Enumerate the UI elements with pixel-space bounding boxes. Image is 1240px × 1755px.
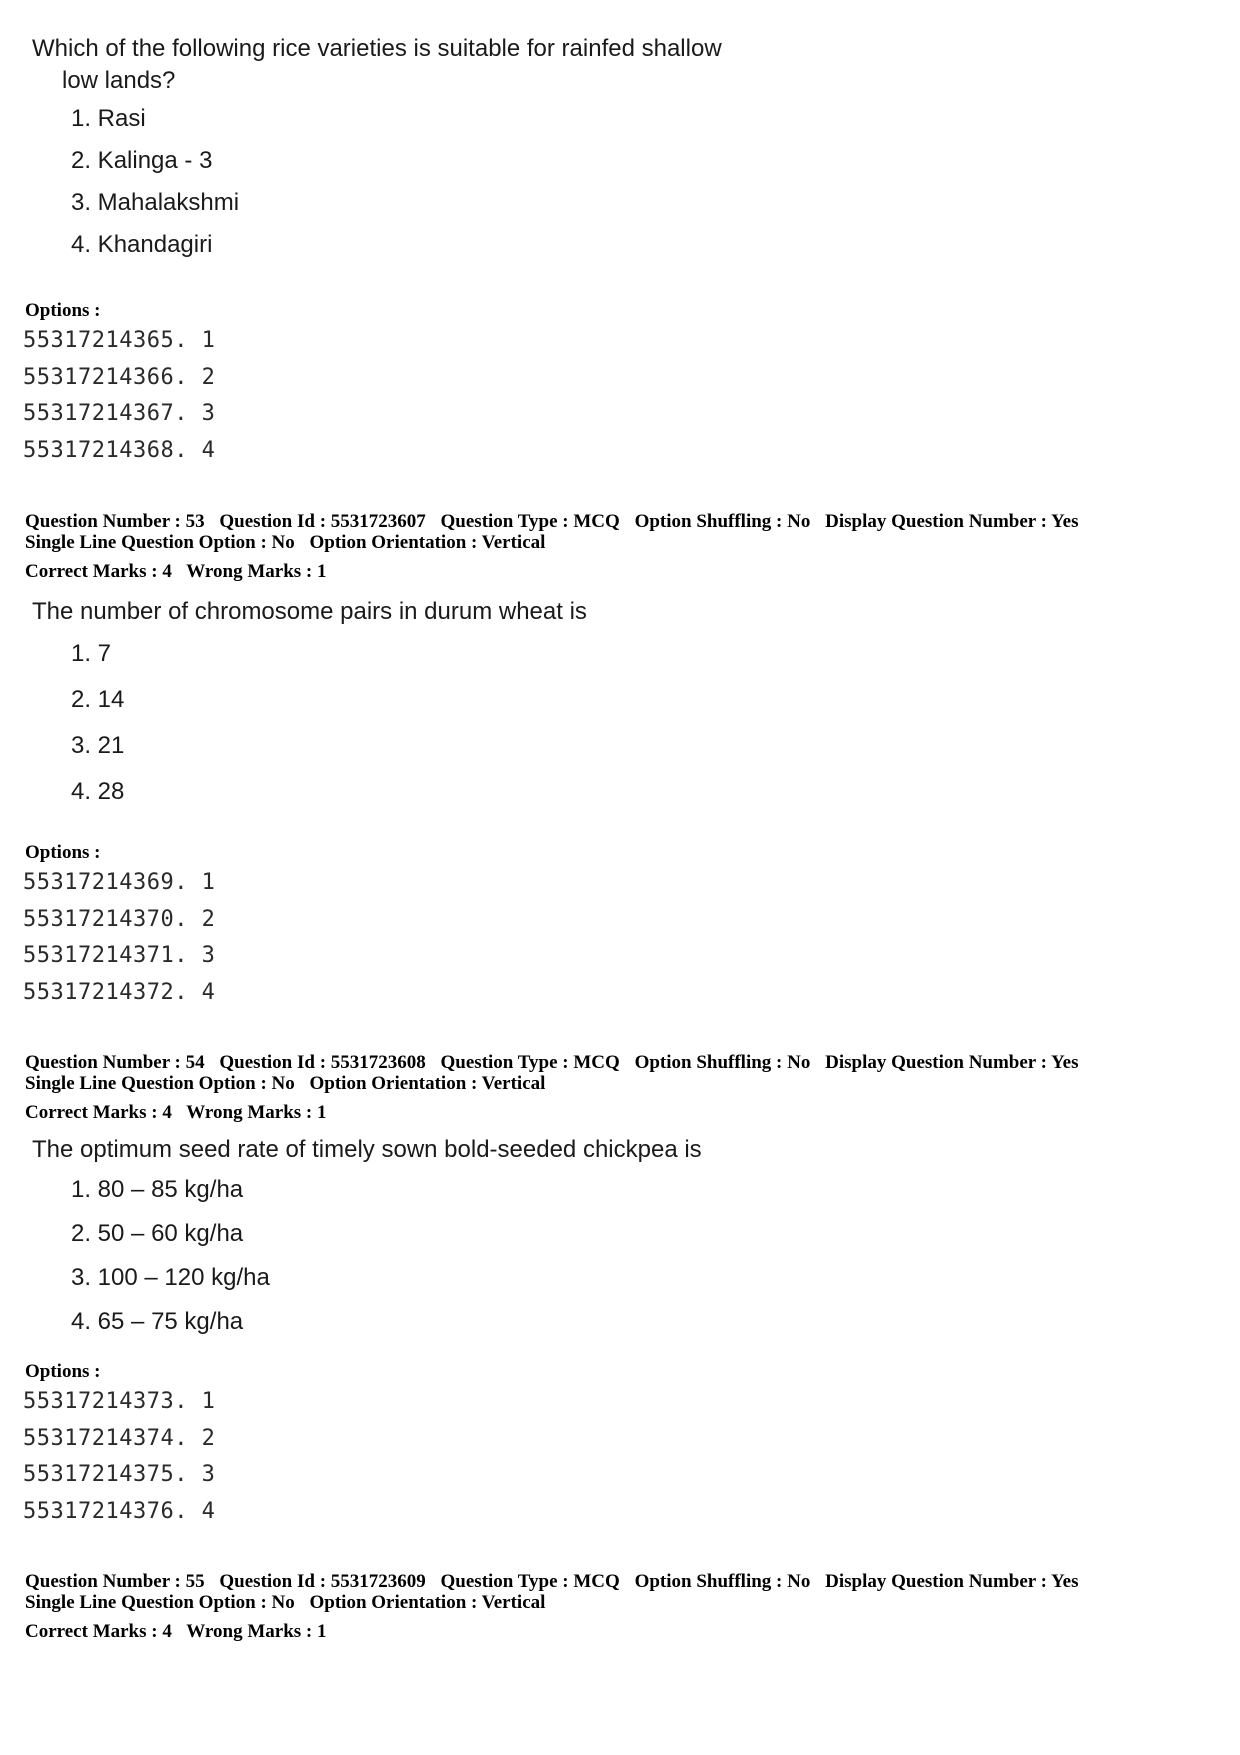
single-line-option: Single Line Question Option : No xyxy=(25,532,295,553)
options-list xyxy=(23,323,215,469)
question-choices xyxy=(32,105,722,259)
question-id: Question Id : 5531723609 xyxy=(219,1571,426,1592)
question-meta-line xyxy=(25,1073,545,1094)
choice-item: 4. 28 xyxy=(71,778,125,805)
choice-item: 1. Rasi xyxy=(71,105,146,132)
question-meta-line xyxy=(25,1571,1078,1592)
choice-item: 1. 80 – 85 kg/ha xyxy=(71,1176,244,1203)
option-item[interactable]: 55317214369. 1 xyxy=(23,870,216,895)
display-question-number: Display Question Number : Yes xyxy=(825,1052,1079,1073)
question-choices xyxy=(32,1176,702,1336)
option-item[interactable]: 55317214374. 2 xyxy=(23,1425,216,1451)
single-line-option: Single Line Question Option : No xyxy=(25,1073,295,1094)
option-item[interactable]: 55317214376. 4 xyxy=(23,1498,216,1524)
choice-item: 2. 50 – 60 kg/ha xyxy=(71,1220,244,1247)
wrong-marks: Wrong Marks : 1 xyxy=(186,561,327,582)
options-list xyxy=(23,1384,215,1530)
wrong-marks: Wrong Marks : 1 xyxy=(186,1621,327,1642)
question-type: Question Type : MCQ xyxy=(440,1571,620,1592)
marks-line xyxy=(25,1621,326,1642)
option-item[interactable]: 55317214370. 2 xyxy=(23,906,216,932)
options-label: Options : xyxy=(25,300,101,321)
single-line-option: Single Line Question Option : No xyxy=(25,1592,295,1613)
question-meta-line xyxy=(25,1592,545,1613)
choice-item: 2. 14 xyxy=(71,686,125,713)
question-type: Question Type : MCQ xyxy=(440,511,620,532)
option-item[interactable]: 55317214375. 3 xyxy=(23,1462,216,1488)
choice-item: 3. Mahalakshmi xyxy=(71,189,240,216)
question-number: Question Number : 53 xyxy=(25,511,205,532)
option-orientation: Option Orientation : Vertical xyxy=(309,532,546,553)
display-question-number: Display Question Number : Yes xyxy=(825,1571,1079,1592)
question-meta-line xyxy=(25,1052,1078,1073)
question-meta-line xyxy=(25,532,545,553)
option-item[interactable]: 55317214372. 4 xyxy=(23,979,216,1005)
question-54-image xyxy=(32,1134,702,1336)
option-orientation: Option Orientation : Vertical xyxy=(309,1073,546,1094)
choice-item: 2. Kalinga - 3 xyxy=(71,147,213,174)
wrong-marks: Wrong Marks : 1 xyxy=(186,1102,327,1123)
option-orientation: Option Orientation : Vertical xyxy=(309,1592,546,1613)
option-item[interactable]: 55317214366. 2 xyxy=(23,364,216,390)
question-stem-continued: low lands? xyxy=(62,67,176,94)
question-stem: The optimum seed rate of timely sown bold-seeded chickpea is xyxy=(32,1136,702,1163)
question-type: Question Type : MCQ xyxy=(440,1052,620,1073)
question-stem: The number of chromosome pairs in durum wheat is xyxy=(32,598,587,625)
choice-item: 4. Khandagiri xyxy=(71,231,213,258)
display-question-number: Display Question Number : Yes xyxy=(825,511,1079,532)
question-id: Question Id : 5531723608 xyxy=(219,1052,426,1073)
choice-item: 3. 21 xyxy=(71,732,125,759)
question-number: Question Number : 54 xyxy=(25,1052,205,1073)
correct-marks: Correct Marks : 4 xyxy=(25,1102,172,1123)
correct-marks: Correct Marks : 4 xyxy=(25,561,172,582)
option-item[interactable]: 55317214365. 1 xyxy=(23,328,216,353)
options-list xyxy=(23,865,215,1011)
question-stem: Which of the following rice varieties is suitable for rainfed shallow xyxy=(32,35,722,62)
option-shuffling: Option Shuffling : No xyxy=(634,511,811,532)
option-item[interactable]: 55317214368. 4 xyxy=(23,437,216,463)
option-item[interactable]: 55317214371. 3 xyxy=(23,943,216,969)
marks-line xyxy=(25,561,326,582)
option-item[interactable]: 55317214367. 3 xyxy=(23,401,216,427)
marks-line xyxy=(25,1102,326,1123)
question-choices xyxy=(32,640,587,806)
options-label: Options : xyxy=(25,842,101,863)
choice-item: 1. 7 xyxy=(71,640,112,667)
options-label: Options : xyxy=(25,1361,101,1382)
question-53-image xyxy=(32,596,587,806)
choice-item: 4. 65 – 75 kg/ha xyxy=(71,1308,244,1335)
correct-marks: Correct Marks : 4 xyxy=(25,1621,172,1642)
option-shuffling: Option Shuffling : No xyxy=(634,1052,811,1073)
option-item[interactable]: 55317214373. 1 xyxy=(23,1389,216,1414)
question-52-image xyxy=(32,33,722,259)
option-shuffling: Option Shuffling : No xyxy=(634,1571,811,1592)
question-id: Question Id : 5531723607 xyxy=(219,511,426,532)
question-number: Question Number : 55 xyxy=(25,1571,205,1592)
choice-item: 3. 100 – 120 kg/ha xyxy=(71,1264,270,1291)
question-meta-line xyxy=(25,511,1078,532)
